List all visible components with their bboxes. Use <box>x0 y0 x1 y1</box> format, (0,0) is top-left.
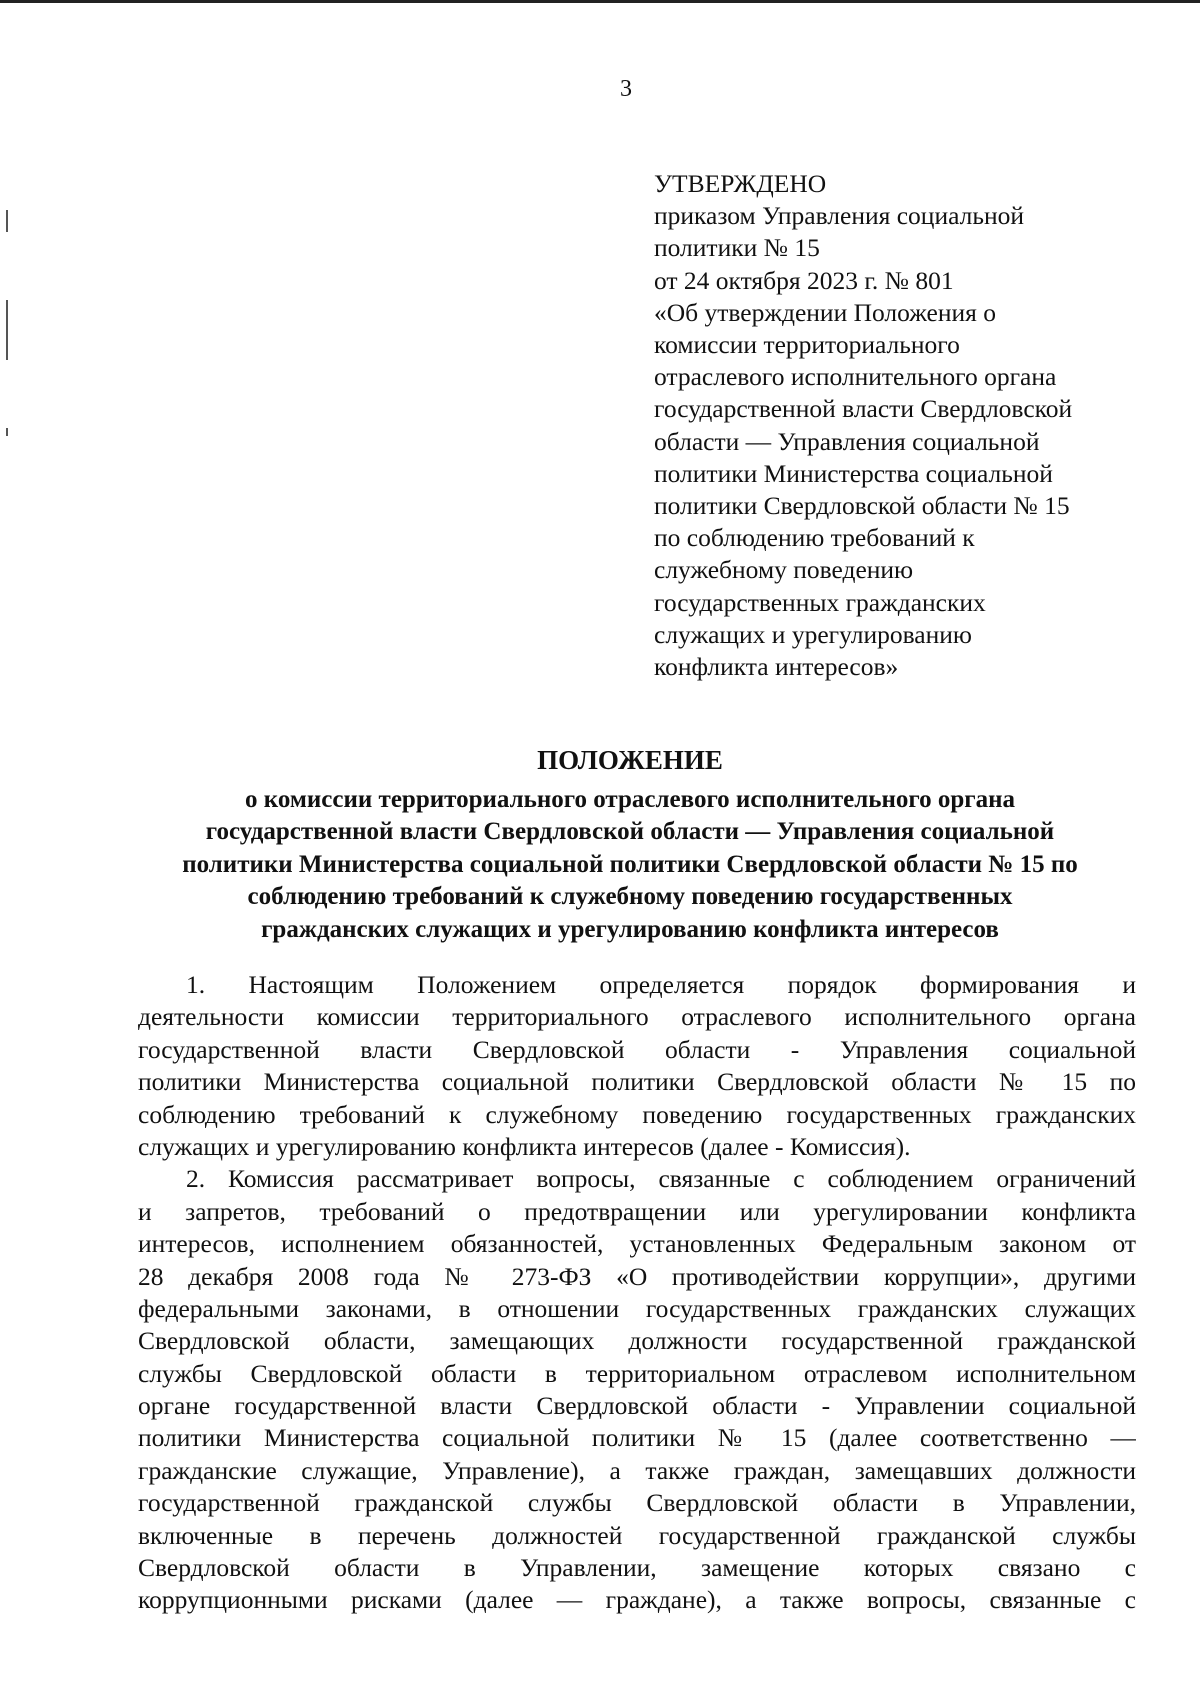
approval-line: политики Свердловской области № 15 <box>654 491 1070 521</box>
paragraph-line: и запретов, требований о предотвращении или урегулировании конфликта <box>138 1196 1136 1226</box>
paragraph-2 <box>138 1163 1136 1616</box>
subtitle-line: политики Министерства социальной политики Свердловской области № 15 по <box>182 850 1078 878</box>
approval-line: конфликта интересов» <box>654 652 899 682</box>
paragraph-line: включенные в перечень должностей государственной гражданской службы <box>138 1520 1136 1550</box>
approval-line: государственных гражданских <box>654 587 986 617</box>
approval-line: государственной власти Свердловской <box>654 394 1073 424</box>
paragraph-line: коррупционными рисками (далее — граждане), а также вопросы, связанные с <box>138 1585 1136 1615</box>
approval-line: служебному поведению <box>654 555 914 585</box>
approval-line: политики № 15 <box>654 233 820 263</box>
approval-line: от 24 октября 2023 г. № 801 <box>654 265 954 295</box>
paragraph-line: Свердловской области, замещающих должности государственной гражданской <box>138 1326 1136 1356</box>
approval-line: приказом Управления социальной <box>654 201 1025 231</box>
paragraph-line: федеральными законами, в отношении государственных гражданских служащих <box>138 1293 1136 1323</box>
paragraph-line: гражданские служащие, Управление), а также граждан, замещавших должности <box>138 1455 1136 1485</box>
approval-line: политики Министерства социальной <box>654 458 1053 488</box>
paragraph-line: Свердловской области в Управлении, замещение которых связано с <box>138 1553 1136 1583</box>
scan-top-edge <box>0 0 1200 3</box>
document-subtitle <box>120 784 1140 946</box>
approval-line: «Об утверждении Положения о <box>654 297 997 327</box>
approval-line: по соблюдению требований к <box>654 523 975 553</box>
paragraph-line: политики Министерства социальной политики Свердловской области № 15 по <box>138 1067 1136 1097</box>
subtitle-line: о комиссии территориального отраслевого исполнительного органа <box>245 786 1015 813</box>
paragraph-1 <box>138 969 1136 1163</box>
document-body <box>138 969 1136 1617</box>
document-title: ПОЛОЖЕНИЕ <box>537 745 723 775</box>
subtitle-line: гражданских служащих и урегулированию конфликта интересов <box>261 915 999 943</box>
subtitle-line: государственной власти Свердловской области — Управления социальной <box>205 818 1055 846</box>
approval-line: служащих и урегулированию <box>654 619 972 649</box>
paragraph-line: политики Министерства социальной политики № 15 (далее соответственно — <box>138 1423 1136 1453</box>
approval-line: области — Управления социальной <box>654 426 1040 456</box>
paragraph-line: службы Свердловской области в территориальном отраслевом исполнительном <box>138 1358 1136 1388</box>
paragraph-line: интересов, исполнением обязанностей, установленных Федеральным законом от <box>138 1229 1136 1259</box>
paragraph-line: государственной гражданской службы Свердловской области в Управлении, <box>138 1488 1136 1518</box>
paragraph-line: 2. Комиссия рассматривает вопросы, связанные с соблюдением ограничений <box>186 1164 1136 1194</box>
paragraph-line: государственной власти Свердловской области - Управления социальной <box>138 1034 1136 1064</box>
paragraph-line: деятельности комиссии территориального отраслевого исполнительного органа <box>138 1002 1136 1032</box>
scan-artifact-mark <box>6 428 8 436</box>
subtitle-line: соблюдению требований к служебному поведению государственных <box>247 883 1013 911</box>
paragraph-line: 1. Настоящим Положением определяется порядок формирования и <box>186 970 1136 999</box>
approval-line: УТВЕРЖДЕНО <box>654 169 827 198</box>
scan-artifact-mark <box>6 300 8 360</box>
paragraph-line: служащих и урегулированию конфликта интересов (далее - Комиссия). <box>138 1131 911 1161</box>
approval-stamp-block <box>654 168 1134 683</box>
approval-line: отраслевого исполнительного органа <box>654 362 1057 392</box>
paragraph-line: 28 декабря 2008 года № 273-ФЗ «О противодействии коррупции», другими <box>138 1261 1136 1291</box>
scan-artifact-mark <box>6 210 8 232</box>
paragraph-line: соблюдению требований к служебному поведению государственных гражданских <box>138 1099 1136 1129</box>
page-number: 3 <box>620 76 632 102</box>
approval-line: комиссии территориального <box>654 330 960 360</box>
paragraph-line: органе государственной власти Свердловской области - Управлении социальной <box>138 1391 1136 1421</box>
